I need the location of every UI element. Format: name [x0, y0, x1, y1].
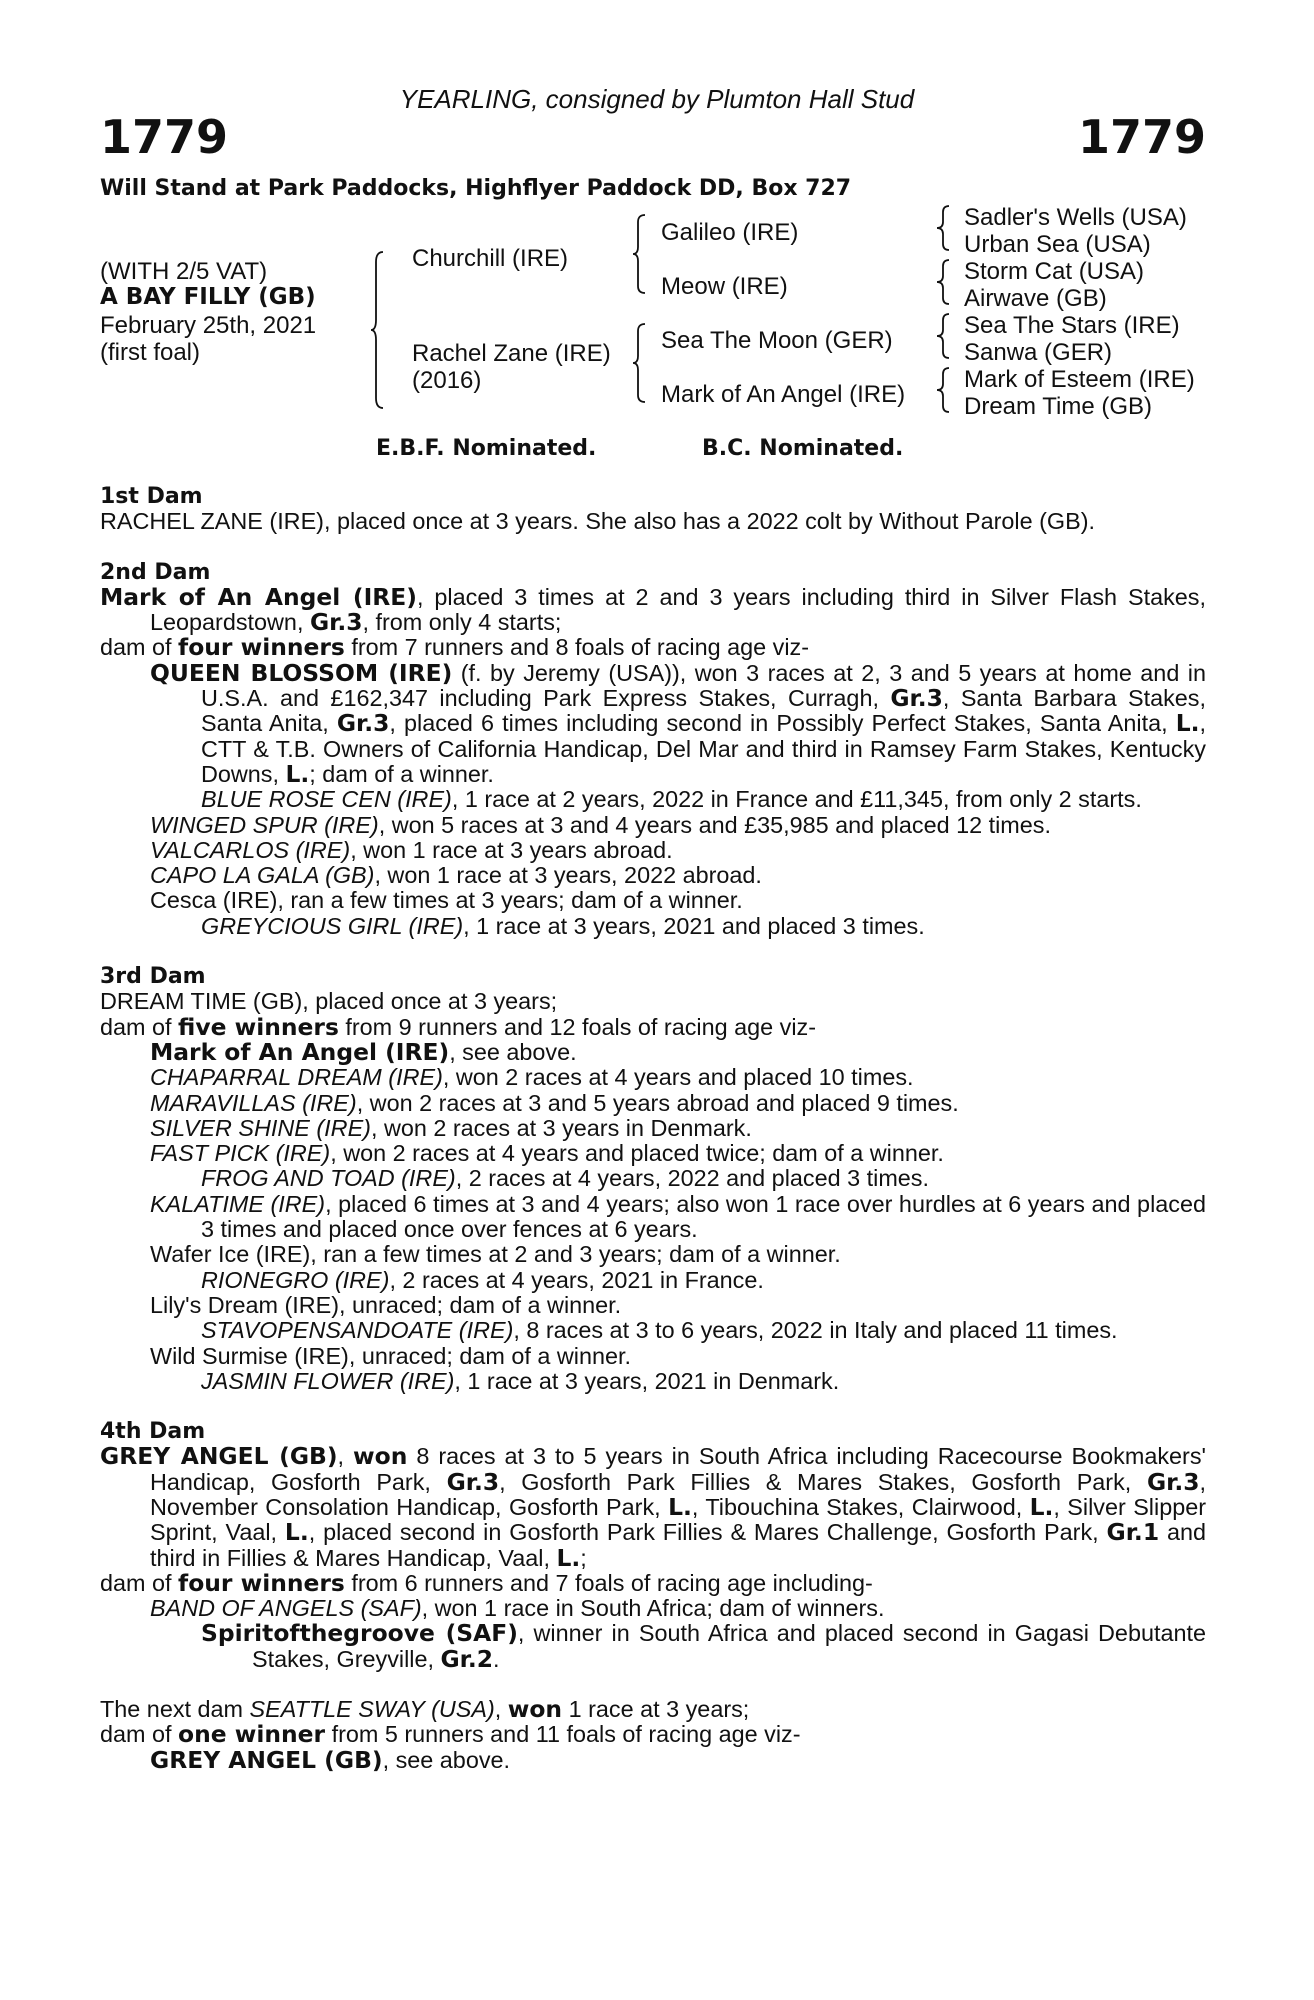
progeny-wafer-ice: Wafer Ice (IRE), ran a few times at 2 and 3 years; dam of a winner. — [150, 1241, 841, 1268]
third-dam-produce-summary: dam of five winners from 9 runners and 12 foals of racing age viz- — [100, 1012, 817, 1041]
progeny-fast-pick: FAST PICK (IRE), won 2 races at 4 years and placed twice; dam of a winner. — [150, 1140, 944, 1167]
second-dam-entry: Mark of An Angel (IRE), placed 3 times at 2 and 3 years including third in Silver Flash Stakes, Leopardstown, Gr.3, from only 4 starts; — [100, 582, 1206, 637]
pedigree-brace-sire — [632, 213, 648, 295]
ebf-nomination: E.B.F. Nominated. — [376, 436, 597, 461]
progeny-maravillas: MARAVILLAS (IRE), won 2 races at 3 and 5 years abroad and placed 9 times. — [150, 1089, 959, 1116]
stand-location: Will Stand at Park Paddocks, Highflyer Paddock DD, Box 727 — [100, 176, 852, 201]
third-dam-entry: DREAM TIME (GB), placed once at 3 years; — [100, 988, 558, 1015]
section-heading-4th-dam: 4th Dam — [100, 1419, 206, 1445]
progeny-stavopensandoate: STAVOPENSANDOATE (IRE), 8 races at 3 to 6 years, 2022 in Italy and placed 11 times. — [201, 1317, 1118, 1344]
pedigree-dam: Rachel Zane (IRE) — [412, 340, 611, 367]
foaling-date: February 25th, 2021 — [100, 312, 317, 339]
pedigree-g5: Sea The Stars (IRE) — [964, 312, 1180, 339]
pedigree-sire-dam: Meow (IRE) — [661, 273, 788, 300]
pedigree-g2: Urban Sea (USA) — [964, 231, 1151, 258]
bc-nomination: B.C. Nominated. — [702, 436, 904, 461]
section-heading-1st-dam: 1st Dam — [100, 484, 203, 509]
progeny-greycious-girl: GREYCIOUS GIRL (IRE), 1 race at 3 years, 2021 and placed 3 times. — [201, 912, 925, 939]
progeny-valcarlos: VALCARLOS (IRE), won 1 race at 3 years abroad. — [150, 836, 673, 863]
vat-note: (WITH 2/5 VAT) — [100, 258, 268, 285]
fourth-dam-produce-summary: dam of four winners from 6 runners and 7 foals of racing age including- — [100, 1568, 873, 1597]
section-heading-3rd-dam: 3rd Dam — [100, 964, 206, 990]
pedigree-brace-dam — [632, 322, 648, 404]
progeny-jasmin-flower: JASMIN FLOWER (IRE), 1 race at 3 years, 2021 in Denmark. — [201, 1367, 840, 1394]
progeny-kalatime: KALATIME (IRE), placed 6 times at 3 and 4 years; also won 1 race over hurdles at 6 years and placed 3 times and placed once over fences at 6 years. — [150, 1190, 1206, 1243]
pedigree-g6: Sanwa (GER) — [964, 339, 1113, 366]
progeny-frog-and-toad: FROG AND TOAD (IRE), 2 races at 4 years, 2022 and placed 3 times. — [201, 1165, 930, 1192]
progeny-grey-angel: GREY ANGEL (GB), see above. — [150, 1745, 511, 1774]
pedigree-dam-year: (2016) — [412, 367, 482, 394]
progeny-band-of-angels: BAND OF ANGELS (SAF), won 1 race in South Africa; dam of winners. — [150, 1595, 885, 1622]
progeny-wild-surmise: Wild Surmise (IRE), unraced; dam of a winner. — [150, 1342, 631, 1369]
pedigree-dam-dam: Mark of An Angel (IRE) — [661, 381, 906, 408]
progeny-blue-rose-cen: BLUE ROSE CEN (IRE), 1 race at 2 years, 2022 in France and £11,345, from only 2 starts. — [201, 786, 1142, 813]
progeny-queen-blossom: QUEEN BLOSSOM (IRE) (f. by Jeremy (USA)), won 3 races at 2, 3 and 5 years at home and in U.S.A. and £162,347 including Park Express Stakes, Curragh, Gr.3, Santa Barbara Stakes, Santa Anita, Gr.3, placed 6 times including second in Possibly Perfect Stakes, Santa Anita, L., CTT & T.B. Owners of California Handicap, Del Mar and third in Ramsey Farm Stakes, Kentucky Downs, L.; dam of a winner. — [150, 658, 1206, 788]
progeny-cesca: Cesca (IRE), ran a few times at 3 years; dam of a winner. — [150, 887, 743, 914]
progeny-chaparral-dream: CHAPARRAL DREAM (IRE), won 2 races at 4 years and placed 10 times. — [150, 1064, 914, 1091]
pedigree-brace-g1 — [936, 204, 952, 252]
lot-number-left: 1779 — [100, 110, 229, 164]
pedigree-dam-sire: Sea The Moon (GER) — [661, 327, 893, 354]
consignment-line: YEARLING, consigned by Plumton Hall Stud — [399, 84, 915, 114]
section-heading-2nd-dam: 2nd Dam — [100, 559, 211, 585]
pedigree-brace-g4 — [936, 366, 952, 414]
pedigree-g3: Storm Cat (USA) — [964, 258, 1145, 285]
pedigree-sire-sire: Galileo (IRE) — [661, 219, 799, 246]
pedigree-brace-g3 — [936, 312, 952, 360]
catalogue-body — [100, 484, 1206, 1773]
progeny-mark-of-an-angel: Mark of An Angel (IRE), see above. — [150, 1037, 577, 1066]
pedigree-sire: Churchill (IRE) — [412, 245, 569, 272]
foal-note: (first foal) — [100, 339, 201, 366]
first-dam-text: RACHEL ZANE (IRE), placed once at 3 years. She also has a 2022 colt by Without Parole (GB). — [100, 508, 1095, 535]
horse-name: A BAY FILLY (GB) — [100, 284, 316, 310]
progeny-rionegro: RIONEGRO (IRE), 2 races at 4 years, 2021 in France. — [201, 1266, 764, 1293]
next-dam-entry: The next dam SEATTLE SWAY (USA), won 1 race at 3 years; — [100, 1695, 750, 1724]
pedigree-g7: Mark of Esteem (IRE) — [964, 366, 1195, 393]
pedigree-g1: Sadler's Wells (USA) — [964, 204, 1187, 231]
lot-number-right: 1779 — [1077, 110, 1206, 164]
fourth-dam-entry: GREY ANGEL (GB), won 8 races at 3 to 5 years in South Africa including Racecourse Bookmakers' Handicap, Gosforth Park, Gr.3, Gosforth Park Fillies & Mares Stakes, Gosforth Park, Gr.3, November Consolation Handicap, Gosforth Park, L., Tibouchina Stakes, Clairwood, L., Silver Slipper Sprint, Vaal, L., placed second in Gosforth Park Fillies & Mares Challenge, Gosforth Park, Gr.1 and third in Fillies & Mares Handicap, Vaal, L.; — [100, 1442, 1207, 1572]
pedigree-brace-main — [370, 250, 386, 410]
progeny-spiritofthegroove: Spiritofthegroove (SAF), winner in South Africa and placed second in Gagasi Debutante Stakes, Greyville, Gr.2. — [201, 1619, 1206, 1673]
next-dam-produce-summary: dam of one winner from 5 runners and 11 foals of racing age viz- — [100, 1720, 801, 1749]
pedigree-g8: Dream Time (GB) — [964, 393, 1153, 420]
progeny-lilys-dream: Lily's Dream (IRE), unraced; dam of a winner. — [150, 1291, 622, 1318]
progeny-capo-la-gala: CAPO LA GALA (GB), won 1 race at 3 years, 2022 abroad. — [150, 862, 762, 889]
pedigree-brace-g2 — [936, 258, 952, 306]
pedigree-g4: Airwave (GB) — [964, 285, 1107, 312]
second-dam-produce-summary: dam of four winners from 7 runners and 8 foals of racing age viz- — [100, 633, 810, 662]
progeny-silver-shine: SILVER SHINE (IRE), won 2 races at 3 years in Denmark. — [150, 1114, 752, 1141]
progeny-winged-spur: WINGED SPUR (IRE), won 5 races at 3 and 4 years and £35,985 and placed 12 times. — [150, 811, 1051, 838]
